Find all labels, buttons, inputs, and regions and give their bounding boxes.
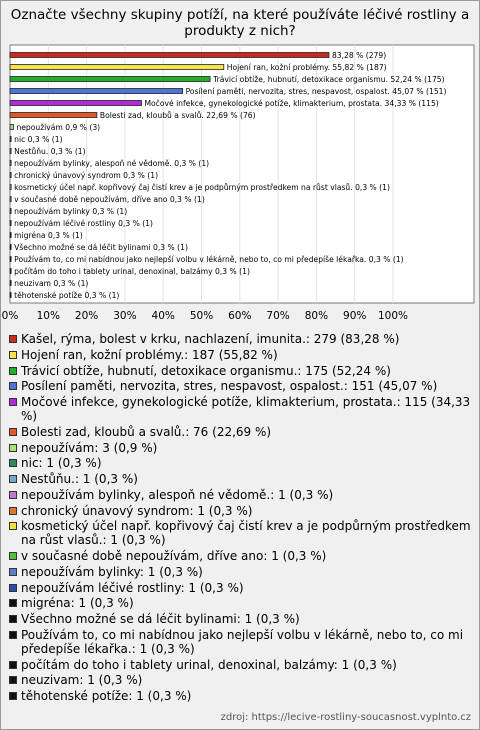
- legend-swatch: [9, 398, 17, 406]
- legend-label: nic: 1 (0,3 %): [21, 456, 102, 471]
- legend: [9, 332, 473, 705]
- legend-swatch: [9, 459, 17, 467]
- legend-swatch: [9, 599, 17, 607]
- legend-label: neuzivam: 1 (0,3 %): [21, 673, 143, 688]
- x-tick-label: 10%: [36, 310, 60, 322]
- legend-item: [9, 565, 473, 579]
- legend-swatch: [9, 615, 17, 623]
- legend-item: [9, 441, 473, 455]
- x-tick-label: 30%: [113, 310, 137, 322]
- bar: [10, 245, 11, 250]
- bar: [10, 89, 183, 94]
- legend-swatch: [9, 335, 17, 343]
- bar-data-label: migréna 0,3 % (1): [14, 231, 83, 240]
- bar-data-label: těhotenské potíže 0,3 % (1): [14, 291, 120, 300]
- legend-item: [9, 332, 473, 346]
- legend-item: [9, 348, 473, 362]
- bar: [10, 161, 11, 166]
- legend-label: Hojení ran, kožní problémy.: 187 (55,82 %): [21, 347, 278, 362]
- bar-data-label: v současné době nepoužívám, dříve ano 0,3 % (1): [14, 195, 205, 204]
- legend-swatch: [9, 522, 17, 530]
- legend-label: nepoužívám bylinky, alespoň né vědomě.: 1 (0,3 %): [21, 487, 334, 502]
- chart-title: Označte všechny skupiny potíží, na které používáte léčivé rostliny a produkty z nich?: [10, 7, 470, 39]
- legend-swatch: [9, 507, 17, 515]
- bar: [10, 209, 11, 214]
- legend-label: Nestůňu.: 1 (0,3 %): [21, 472, 138, 486]
- legend-item: [9, 472, 473, 486]
- legend-item: [9, 519, 473, 547]
- legend-swatch: [9, 491, 17, 499]
- x-tick-label: 20%: [74, 310, 99, 322]
- legend-label: nepoužívám bylinky: 1 (0,3 %): [21, 564, 203, 579]
- x-tick-label: 50%: [189, 310, 214, 322]
- bar-data-label: kosmetický účel např. kopřivový čaj čistí krev a je podpůrným prostředkem na růst vlasů. 0,3 % (1): [14, 183, 390, 192]
- x-tick-label: 40%: [151, 310, 175, 322]
- bar-data-label: nepoužívám bylinky 0,3 % (1): [14, 207, 128, 216]
- legend-label: Používám to, co mi nabídnou jako nejlepší volbu v lékárně, nebo to, co mi předepíše lékařka.: 1 (0,3 %): [21, 627, 464, 656]
- legend-label: Kašel, rýma, bolest v krku, nachlazení, imunita.: 279 (83,28 %): [21, 332, 400, 346]
- x-tick-label: 100%: [377, 310, 409, 322]
- legend-label: počítám do toho i tablety urinal, denoxinal, balzámy: 1 (0,3 %): [21, 657, 397, 672]
- bar-data-label: Bolesti zad, kloubů a svalů. 22,69 % (76): [99, 111, 256, 120]
- bar: [10, 77, 210, 82]
- legend-item: [9, 689, 473, 703]
- legend-item: [9, 628, 473, 656]
- legend-label: chronický únavový syndrom: 1 (0,3 %): [21, 503, 253, 518]
- bar-data-label: nepoužívám bylinky, alespoň né vědomě. 0,3 % (1): [14, 159, 210, 168]
- legend-swatch: [9, 367, 17, 375]
- bar-data-label: Používám to, co mi nabídnou jako nejlepší volbu v lékárně, nebo to, co mi předepíše lékařka. 0,3 % (1): [14, 255, 404, 264]
- legend-label: migréna: 1 (0,3 %): [21, 596, 134, 611]
- bar: [10, 113, 97, 118]
- bar: [10, 125, 13, 130]
- x-tick-label: 0%: [1, 310, 19, 322]
- bar: [10, 149, 11, 154]
- x-tick-label: 70%: [266, 310, 290, 322]
- legend-swatch: [9, 475, 17, 483]
- bar: [10, 269, 11, 274]
- legend-swatch: [9, 692, 17, 700]
- source-note: zdroj: https://lecive-rostliny-soucasnost.vyplnto.cz: [220, 712, 471, 723]
- legend-item: [9, 395, 473, 423]
- legend-item: [9, 364, 473, 378]
- legend-swatch: [9, 428, 17, 436]
- legend-swatch: [9, 568, 17, 576]
- legend-label: nepoužívám: 3 (0,9 %): [21, 440, 158, 455]
- bar: [10, 221, 11, 226]
- bar: [10, 101, 141, 106]
- legend-swatch: [9, 584, 17, 592]
- legend-item: [9, 456, 473, 470]
- legend-label: v současné době nepoužívám, dříve ano: 1 (0,3 %): [21, 549, 327, 563]
- bar-data-label: Nestůňu. 0,3 % (1): [14, 147, 86, 156]
- bar-data-label: Posílení paměti, nervozita, stres, nespavost, ospalost. 45,07 % (151): [185, 87, 447, 96]
- legend-item: [9, 596, 473, 610]
- bar-data-label: chronický únavový syndrom 0,3 % (1): [14, 171, 159, 180]
- legend-label: Všechno možné se dá léčit bylinami: 1 (0,3 %): [21, 612, 300, 626]
- bar: [10, 197, 11, 202]
- legend-swatch: [9, 631, 17, 639]
- x-tick-label: 90%: [343, 310, 367, 322]
- legend-swatch: [9, 661, 17, 669]
- bar: [10, 257, 11, 262]
- legend-item: [9, 549, 473, 563]
- bar-plot: [1, 1, 479, 331]
- legend-item: [9, 581, 473, 595]
- legend-swatch: [9, 676, 17, 684]
- legend-label: kosmetický účel např. kopřivový čaj čistí krev a je podpůrným prostředkem na růst vlasů.: 1 (0,3 %): [21, 519, 471, 548]
- bar: [10, 53, 329, 58]
- bar: [10, 137, 11, 142]
- bar-data-label: nic 0,3 % (1): [14, 135, 63, 144]
- bar-data-label: 83,28 % (279): [331, 51, 387, 60]
- legend-label: Trávicí obtíže, hubnutí, detoxikace organismu.: 175 (52,24 %): [21, 363, 391, 378]
- bar: [10, 185, 11, 190]
- legend-item: [9, 658, 473, 672]
- legend-label: nepoužívám léčivé rostliny: 1 (0,3 %): [21, 580, 244, 595]
- legend-item: [9, 673, 473, 687]
- bar: [10, 233, 11, 238]
- legend-label: Bolesti zad, kloubů a svalů.: 76 (22,69 %): [21, 424, 272, 439]
- x-tick-label: 80%: [304, 310, 329, 322]
- legend-label: Močové infekce, gynekologické potíže, klimakterium, prostata.: 115 (34,33 %): [21, 395, 471, 423]
- bar: [10, 281, 11, 286]
- bar-data-label: počítám do toho i tablety urinal, denoxinal, balzámy 0,3 % (1): [14, 267, 250, 276]
- legend-swatch: [9, 444, 17, 452]
- bar: [10, 173, 11, 178]
- x-tick-label: 60%: [228, 310, 252, 322]
- legend-item: [9, 504, 473, 518]
- bar-data-label: nepoužívám 0,9 % (3): [16, 123, 101, 132]
- legend-swatch: [9, 351, 17, 359]
- bar-data-label: Močové infekce, gynekologické potíže, klimakterium, prostata. 34,33 % (115): [144, 99, 439, 108]
- legend-label: těhotenské potíže: 1 (0,3 %): [21, 689, 192, 703]
- legend-item: [9, 379, 473, 393]
- legend-label: Posílení paměti, nervozita, stres, nespavost, ospalost.: 151 (45,07 %): [21, 379, 438, 394]
- bar-data-label: nepoužívám léčivé rostliny 0,3 % (1): [14, 219, 153, 228]
- legend-swatch: [9, 382, 17, 390]
- legend-item: [9, 612, 473, 626]
- bar-data-label: Všechno možné se dá léčit bylinami 0,3 % (1): [14, 243, 188, 252]
- bar: [10, 65, 224, 70]
- bar-data-label: Hojení ran, kožní problémy. 55,82 % (187): [226, 63, 387, 72]
- legend-item: [9, 425, 473, 439]
- bar-data-label: neuzivam 0,3 % (1): [14, 279, 89, 288]
- bar-data-label: Trávicí obtíže, hubnutí, detoxikace organismu. 52,24 % (175): [213, 75, 445, 84]
- bar: [10, 293, 11, 298]
- legend-item: [9, 488, 473, 502]
- legend-swatch: [9, 552, 17, 560]
